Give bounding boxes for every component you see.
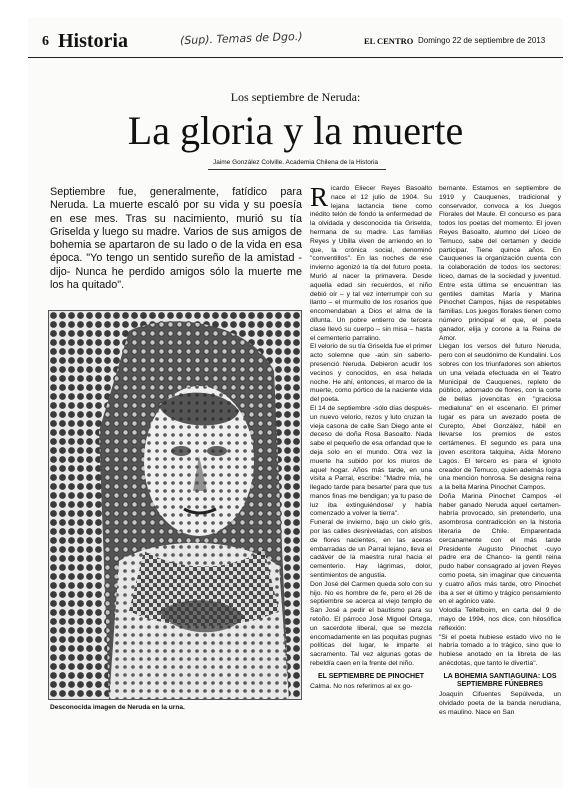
page-number: 6	[42, 34, 49, 49]
column-2-paragraph-1	[310, 185, 432, 343]
column-3-paragraph-3: Doña Marina Pinochet Campos -el haber ganado Neruda aquel certamen- habría provocado, sin pretenderlo, una asombrosa contradicción en la historia literaria de Chile. Emparentada cercanamente con el más tarde Presidente Augusto Pinochet -cuyo padre era de Chanco- la gentil reina pudo haber consagrado al joven Reyes como poeta, sin imaginar que cincuenta y cuatro años más tarde, otro Pinochet iba a ser el último y trágico pensamiento en el agónico vate.	[439, 492, 561, 606]
article-lead: Septiembre fue, generalmente, fatídico para Neruda. La muerte escaló por su vida y su poesía en ese mes. Tras su nacimiento, murió su tía Griselda y luego su madre. Varios de sus amigos de bohemia se apartaron de su lado o de la vida en esa época. "Yo tengo un sentido sureño de la amistad -dijo- Nunca he perdido amigos sólo la muerte me los ha quitado".	[50, 186, 302, 292]
byline-rule	[208, 169, 386, 170]
column-2-paragraph-5: Don José del Carmen queda solo con su hijo. No es hombre de fe, pero el 26 de septiembre se acerca al viejo templo de San José a pedir el bautismo para su retoño. El párroco José Miguel Ortega, un sacerdote liberal, que se mezcla encomadamente en las poquitas pugnas políticas del lugar, le imparte el sacramento. Tal vez algunas gotas de rebeldía caen en la frente del niño.	[310, 580, 432, 668]
column-2-paragraph-2: El velorio de su tía Griselda fue el primer acto solemne que -aún sin saberlo- presenció Neruda. Debieron acudir los vecinos y conocidos, en esa helada noche. He ahí, entonces, el marco de la muerte, como pórtico de la naciente vida del poeta.	[310, 343, 432, 404]
newspaper-name: EL CENTRO	[364, 36, 414, 46]
neruda-coffin-photo	[48, 310, 302, 700]
column-3-paragraph-2: Llegan los versos del futuro Neruda, pero con el seudónimo de Kundalini. Los sobres con los triunfadores son abiertos un una velada efectuada en el Teatro Municipal de Cauquenes, repleto de público, adornado de flores, con la corte de bellas jovencitas en "graciosa medialuna" en el escenario. El primer lugar es para un avezado poeta de Curepto, Abel González, hábil en llevarse los premios de estos certámenes. El segundo es para una joven escritora talquina, Aída Moreno Lagos. El tercero es para el ignoto creador de Temuco, quien además logra una mención honrosa. Se designa reina a la bella Marina Pinochet Campos.	[439, 343, 561, 492]
page-header	[28, 22, 563, 58]
column-2-paragraph-4: Funeral de invierno, bajo un cielo gris, por las calles desniveladas, con atisbos de flores nacientes, en las aceras embarradas de un Parral lejano, lleva el cadáver de la maestra rural hacia el cementerio. Hay lágrimas, dolor, sentimientos de angustia.	[310, 519, 432, 580]
article-kicker: Los septiembre de Neruda:	[230, 90, 361, 104]
column-3-paragraph-6: Joaquín Cifuentes Sepúlveda, un olvidado poeta de la banda nerudiana, es maulino. Nace en San	[439, 691, 561, 716]
newspaper-page	[28, 18, 563, 788]
subhead-pinochet: EL SEPTIEMBRE DE PINOCHET	[317, 672, 425, 680]
issue-date: Domingo 22 de septiembre de 2013	[418, 36, 546, 45]
photo-caption: Desconocida imagen de Neruda en la urna.	[50, 704, 185, 711]
article-column-2	[310, 185, 432, 780]
column-3-paragraph-5: "Si el poeta hubiese estado vivo no le habría tomado a lo trágico, sino que lo hubiese anotado en la libreta de las anécdotas, que tanto le divertía".	[439, 633, 561, 668]
article-byline: Jaime González Colville. Academia Chilena de la Historia	[212, 159, 379, 166]
article-headline: La gloria y la muerte	[127, 108, 464, 153]
column-3-paragraph-4: Volodia Teitelboim, en carta del 9 de mayo de 1994, nos dice, con hilosófica reflexión:	[439, 607, 561, 632]
drop-cap: R	[310, 185, 329, 212]
column-2-paragraph-3: El 14 de septiembre -sólo días después- un nuevo velorio, rezos y luto cruzan la vieja casona de calle San Diego ante el deceso de doña Rosa Basoalto. Nada sabe el pequeño de esa orfandad que le deja solo en el mundo. Otra vez la muerte ha subido por los muros de aquel hogar. Años más tarde, en una visita a Parral, escribe: "Madre mía, he llegado tarde para besarte/ para que tus manos finas me bendigan; ya tu paso de luz iba extinguiéndose/ y había comenzado a volver la tierra".	[310, 404, 432, 518]
section-title: Historia	[58, 30, 128, 52]
handwritten-note: (Sup). Temas de Dgo.)	[179, 29, 303, 48]
article-column-3	[439, 185, 561, 785]
subhead-bohemia: LA BOHEMIA SANTIAGUINA: LOS SEPTIEMBRE FÚNEBRES	[443, 672, 557, 689]
column-3-paragraph-1: bernante. Estamos en septiembre de 1919 y Cauquenes, tradicional y conservador, convoca a los Juegos Florales del Maule. El concurso es para todos los poetas del momento. El joven Reyes Basoalto, alumno del Liceo de Temuco, sabe del certamen y decide participar. Tiene quince años. En Cauquenes la organización cuenta con la colaboración de todos los sectores: liceo, damas de la sociedad y juventud. Entre esta última se encuentran las gentiles damitas María y Marina Pinochet Campos, hijas de respetables familias. Los juegos florales tienen como número principal el que, el poeta ganador, elija y corone a la Reina de Amor.	[439, 185, 561, 342]
halftone-photo-neruda-in-coffin	[49, 311, 302, 700]
paragraph-text: icardo Eliecer Reyes Basoalto nace el 12 julio de 1904. Su lejana lactancia tiene como inédito telón de fondo la enfermedad de la olvidada y desconocida tía Griselda, hermana de su madre. Las familias Reyes y Ubilla viven de arriendo en lo que, la crónica social, denominó "conventillos". En las noches de ese invierno agonizó la tía del futuro poeta. Murió al nacer la primavera. Desde aquella edad sin recuerdos, el niño debió oír – y tal vez interrumpir con su llanto – el murmullo de los rosarios que encomendaban a Dios el alma de la difunta. Un pobre entierro de tercera clase llevó su cuerpo – sin misa – hasta el cementerio parralino.	[310, 185, 432, 342]
column-2-paragraph-6: Calma. No nos referimos al ex go-	[310, 683, 413, 691]
